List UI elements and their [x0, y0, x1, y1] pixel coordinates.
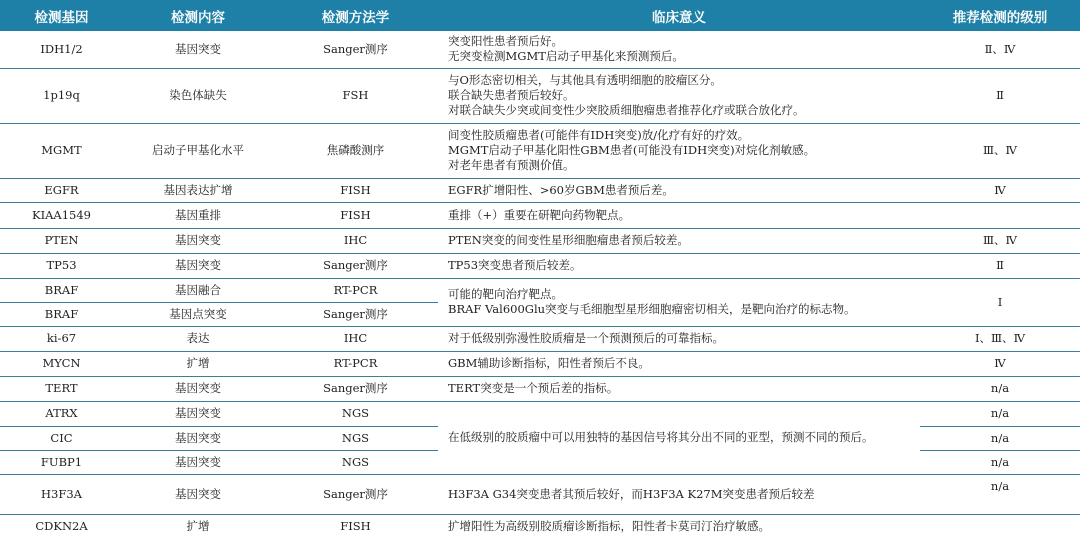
gene-cell: EGFR	[0, 178, 123, 202]
header-significance: 临床意义	[438, 0, 920, 31]
significance-line: 对于低级别弥漫性胶质瘤是一个预测预后的可靠指标。	[448, 331, 724, 345]
level-cell: Ⅱ	[920, 68, 1080, 123]
significance-line: 无突变检测MGMT启动子甲基化来预测预后。	[448, 49, 684, 64]
method-cell: FISH	[340, 518, 371, 533]
significance-line: 重排（+）重要在研靶向药物靶点。	[448, 207, 631, 222]
table-row	[0, 178, 1080, 202]
method-cell: RT-PCR	[273, 278, 438, 302]
content-cell: 基因点突变	[123, 302, 273, 326]
significance-line: 对老年患者有预测价值。	[448, 158, 575, 172]
significance-cell	[438, 253, 920, 278]
method-cell: Sanger测序	[273, 31, 438, 68]
significance-line: PTEN突变的间变性星形细胞瘤患者预后较差。	[448, 233, 689, 247]
content-cell: 基因突变	[123, 376, 273, 401]
level-cell: n/a	[920, 450, 1080, 474]
method-cell: RT-PCR	[273, 351, 438, 376]
significance-cell	[438, 326, 920, 351]
level-cell: Ⅳ	[920, 351, 1080, 376]
level-cell: Ⅳ	[920, 178, 1080, 202]
method-cell: NGS	[273, 401, 438, 426]
gene-cell: BRAF	[0, 278, 123, 302]
table-row	[0, 474, 1080, 514]
level-cell: n/a	[920, 401, 1080, 426]
method-cell: NGS	[273, 426, 438, 450]
table-header-row	[0, 0, 1080, 31]
method-cell: FISH	[273, 202, 438, 228]
method-cell: FISH	[273, 178, 438, 202]
table-row	[0, 202, 1080, 228]
content-cell: 基因融合	[123, 278, 273, 302]
table-row	[0, 228, 1080, 253]
table-row	[0, 253, 1080, 278]
level-cell: Ⅰ	[920, 278, 1080, 326]
table-row	[0, 68, 1080, 123]
method-cell: 焦磷酸测序	[273, 123, 438, 178]
level-cell: Ⅲ、Ⅳ	[920, 228, 1080, 253]
table-row	[0, 351, 1080, 376]
gene-cell: IDH1/2	[0, 31, 123, 68]
significance-line: 突变阳性患者预后好。	[448, 34, 563, 49]
significance-line: 对联合缺失少突或间变性少突胶质细胞瘤患者推荐化疗或联合放化疗。	[448, 103, 805, 117]
content-cell: 基因突变	[123, 228, 273, 253]
gene-cell: TERT	[0, 376, 123, 401]
significance-cell	[438, 228, 920, 253]
gene-cell: H3F3A	[0, 474, 123, 514]
method-cell: NGS	[273, 450, 438, 474]
header-method: 检测方法学	[273, 0, 438, 31]
method-cell: Sanger测序	[273, 302, 438, 326]
significance-line: 在低级别的胶质瘤中可以用独特的基因信号将其分出不同的亚型，预测不同的预后。	[448, 430, 874, 444]
gene-cell: CDKN2A	[35, 518, 88, 533]
method-cell: Sanger测序	[273, 253, 438, 278]
level-cell: n/a	[920, 376, 1080, 401]
gene-cell: 1p19q	[0, 68, 123, 123]
significance-line: H3F3A G34突变患者其预后较好，而H3F3A K27M突变患者预后较差	[448, 486, 815, 501]
table-row	[0, 401, 1080, 426]
significance-line: MGMT启动子甲基化阳性GBM患者(可能没有IDH突变)对烷化剂敏感。	[448, 143, 816, 157]
gene-cell: MYCN	[0, 351, 123, 376]
content-cell: 基因突变	[123, 474, 273, 514]
significance-cell	[438, 178, 920, 202]
gene-cell: MGMT	[0, 123, 123, 178]
gene-cell: TP53	[0, 253, 123, 278]
significance-line: 可能的靶向治疗靶点。	[448, 287, 563, 301]
level-cell	[920, 514, 1080, 538]
content-cell: 表达	[123, 326, 273, 351]
gene-cell: ATRX	[0, 401, 123, 426]
gene-cell: FUBP1	[0, 450, 123, 474]
significance-line: 联合缺失患者预后较好。	[448, 88, 575, 102]
significance-line: 与O形态密切相关，与其他具有透明细胞的胶瘤区分。	[448, 73, 722, 87]
table-row	[0, 123, 1080, 178]
table-row	[0, 31, 1080, 68]
level-cell: n/a	[920, 474, 1080, 514]
significance-line: EGFR扩增阳性、>60岁GBM患者预后差。	[448, 182, 674, 197]
level-cell: Ⅱ	[920, 253, 1080, 278]
header-level: 推荐检测的级别	[920, 0, 1080, 31]
significance-cell	[438, 376, 920, 401]
method-cell: IHC	[273, 228, 438, 253]
significance-cell	[438, 68, 920, 123]
method-cell: IHC	[273, 326, 438, 351]
significance-cell	[438, 123, 920, 178]
significance-cell	[438, 514, 920, 538]
significance-cell	[438, 474, 920, 514]
content-cell: 基因突变	[123, 253, 273, 278]
gene-cell: BRAF	[0, 302, 123, 326]
level-cell	[920, 202, 1080, 228]
gene-cell: PTEN	[0, 228, 123, 253]
level-cell: Ⅱ、Ⅳ	[920, 31, 1080, 68]
table-row	[0, 514, 1080, 538]
significance-cell	[438, 401, 920, 474]
content-cell: 基因突变	[123, 426, 273, 450]
significance-cell	[438, 31, 920, 68]
content-cell: 基因重排	[123, 202, 273, 228]
gene-cell: ki-67	[0, 326, 123, 351]
table-row	[0, 278, 1080, 302]
header-gene: 检测基因	[0, 0, 123, 31]
content-cell: 扩增	[123, 351, 273, 376]
gene-cell: KIAA1549	[0, 202, 123, 228]
significance-cell	[438, 351, 920, 376]
content-cell: 基因突变	[123, 450, 273, 474]
gene-cell: CIC	[0, 426, 123, 450]
significance-line: GBM辅助诊断指标，阳性者预后不良。	[448, 356, 650, 370]
table-row	[0, 376, 1080, 401]
content-cell: 基因表达扩增	[123, 178, 273, 202]
significance-line: BRAF Val600Glu突变与毛细胞型星形细胞瘤密切相关，是靶向治疗的标志物。	[448, 302, 856, 316]
method-cell: FSH	[273, 68, 438, 123]
significance-cell	[438, 278, 920, 326]
content-cell: 扩增	[186, 518, 210, 533]
significance-line: 间变性胶质瘤患者(可能伴有IDH突变)放/化疗有好的疗效。	[448, 128, 750, 142]
level-cell: Ⅲ、Ⅳ	[920, 123, 1080, 178]
content-cell: 染色体缺失	[123, 68, 273, 123]
table-row	[0, 326, 1080, 351]
method-cell: Sanger测序	[273, 474, 438, 514]
significance-line: 扩增阳性为高级别胶质瘤诊断指标，阳性者卡莫司汀治疗敏感。	[448, 518, 770, 533]
level-cell: n/a	[920, 426, 1080, 450]
content-cell: 基因突变	[123, 401, 273, 426]
level-cell: Ⅰ、Ⅲ、Ⅳ	[920, 326, 1080, 351]
content-cell: 基因突变	[123, 31, 273, 68]
significance-line: TERT突变是一个预后差的指标。	[448, 381, 619, 395]
significance-cell	[438, 202, 920, 228]
method-cell: Sanger测序	[273, 376, 438, 401]
header-content: 检测内容	[123, 0, 273, 31]
significance-line: TP53突变患者预后较差。	[448, 258, 582, 272]
content-cell: 启动子甲基化水平	[123, 123, 273, 178]
